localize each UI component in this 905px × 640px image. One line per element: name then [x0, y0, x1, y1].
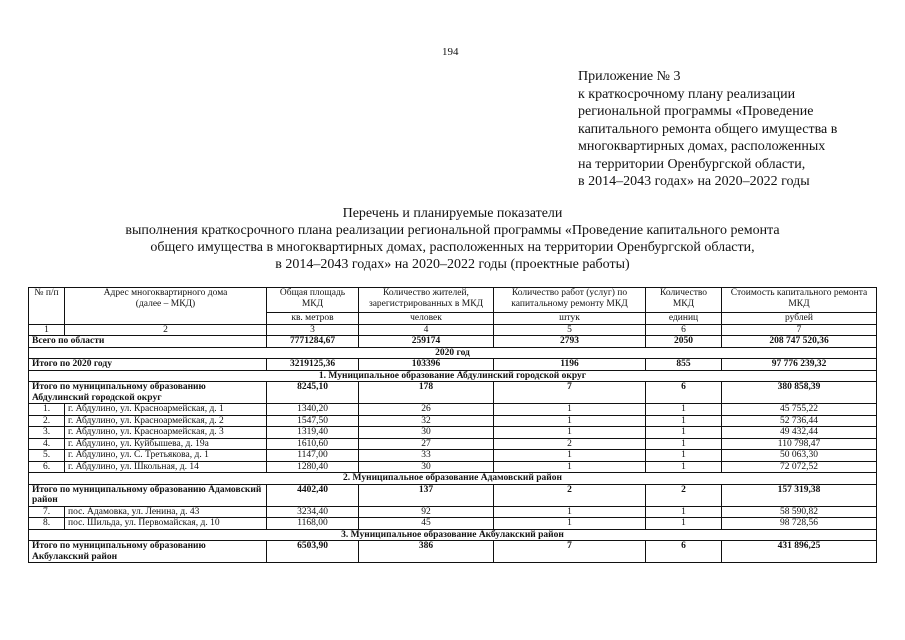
- section-title-row: [29, 529, 877, 541]
- appendix-line: Приложение № 3: [578, 69, 681, 84]
- address-cell: г. Абдулино, ул. Красноармейская, д. 1: [65, 404, 267, 416]
- total-label: Итого по муниципальному образованию Адамовский район: [29, 484, 267, 506]
- municipality-total-row: [29, 382, 877, 404]
- column-number: 4: [359, 324, 494, 336]
- area-value: 1147,00: [267, 450, 359, 462]
- works-value: 7: [494, 541, 646, 563]
- works-value: 1: [494, 506, 646, 518]
- residents-value: 137: [359, 484, 494, 506]
- area-value: 1168,00: [267, 518, 359, 530]
- cost-value: 98 728,56: [722, 518, 877, 530]
- header-cell-text: Общая площадь МКД: [279, 288, 346, 309]
- buildings-value: 1: [646, 461, 722, 473]
- address-cell: г. Абдулино, ул. Красноармейская, д. 3: [65, 427, 267, 439]
- works-value: 1: [494, 415, 646, 427]
- table-row: [29, 506, 877, 518]
- page-number: 194: [442, 46, 459, 58]
- residents-value: 26: [359, 404, 494, 416]
- area-value: 4402,40: [267, 484, 359, 506]
- address-cell: г. Абдулино, ул. Красноармейская, д. 2: [65, 415, 267, 427]
- region-total-row: [29, 336, 877, 348]
- area-value: 1319,40: [267, 427, 359, 439]
- cost-value: 72 072,52: [722, 461, 877, 473]
- appendix-line: к краткосрочному плану реализации: [578, 86, 796, 102]
- buildings-value: 1: [646, 450, 722, 462]
- table-row: [29, 427, 877, 439]
- section-title-row: [29, 370, 877, 382]
- residents-value: 386: [359, 541, 494, 563]
- column-number: 5: [494, 324, 646, 336]
- column-number: 1: [29, 324, 65, 336]
- address-cell: г. Абдулино, ул. Куйбышева, д. 19а: [65, 438, 267, 450]
- header-cell: Количество жителей, зарегистрированных в МКД: [359, 288, 494, 313]
- header-cell: № п/п: [29, 288, 65, 325]
- appendix-line: капитального ремонта общего имущества в: [578, 121, 838, 137]
- buildings-value: 855: [646, 359, 722, 371]
- header-cell: Стоимость капитального ремонта МКД: [722, 288, 877, 313]
- residents-value: 259174: [359, 336, 494, 348]
- works-value: 2: [494, 438, 646, 450]
- area-value: 1340,20: [267, 404, 359, 416]
- area-value: 3219125,36: [267, 359, 359, 371]
- works-value: 7: [494, 382, 646, 404]
- buildings-value: 1: [646, 438, 722, 450]
- area-value: 3234,40: [267, 506, 359, 518]
- row-number: 7.: [29, 506, 65, 518]
- cost-value: 50 063,30: [722, 450, 877, 462]
- residents-value: 45: [359, 518, 494, 530]
- area-value: 6503,90: [267, 541, 359, 563]
- column-number: 7: [722, 324, 877, 336]
- unit-cell: человек: [359, 313, 494, 325]
- cost-value: 45 755,22: [722, 404, 877, 416]
- appendix-block: [578, 68, 878, 191]
- table-row: [29, 450, 877, 462]
- title-line: Перечень и планируемые показатели: [342, 206, 563, 221]
- works-value: 2: [494, 484, 646, 506]
- title-line: общего имущества в многоквартирных домах, расположенных на территории Оренбургской области,: [150, 240, 755, 255]
- appendix-line: на территории Оренбургской области,: [578, 156, 806, 172]
- total-label: Итого по 2020 году: [29, 359, 267, 371]
- year-total-row: [29, 359, 877, 371]
- area-value: 1280,40: [267, 461, 359, 473]
- unit-cell: кв. метров: [267, 313, 359, 325]
- address-cell: пос. Адамовка, ул. Ленина, д. 43: [65, 506, 267, 518]
- header-cell-text: Количество МКД: [659, 288, 708, 309]
- column-number: 2: [65, 324, 267, 336]
- residents-value: 30: [359, 427, 494, 439]
- header-cell: Количество работ (услуг) по капитальному ремонту МКД: [494, 288, 646, 313]
- buildings-value: 6: [646, 541, 722, 563]
- buildings-value: 1: [646, 518, 722, 530]
- cost-value: 58 590,82: [722, 506, 877, 518]
- table-row: [29, 438, 877, 450]
- year-row: [29, 347, 877, 359]
- area-value: 7771284,67: [267, 336, 359, 348]
- cost-value: 97 776 239,32: [722, 359, 877, 371]
- table-column-numbers-row: [29, 324, 877, 336]
- column-number: 6: [646, 324, 722, 336]
- title-line: в 2014–2043 годах» на 2020–2022 годы (проектные работы): [275, 257, 630, 272]
- residents-value: 92: [359, 506, 494, 518]
- unit-cell: рублей: [722, 313, 877, 325]
- buildings-value: 1: [646, 506, 722, 518]
- row-number: 5.: [29, 450, 65, 462]
- residents-value: 27: [359, 438, 494, 450]
- works-value: 1: [494, 427, 646, 439]
- column-number: 3: [267, 324, 359, 336]
- unit-cell: штук: [494, 313, 646, 325]
- area-value: 1610,60: [267, 438, 359, 450]
- address-cell: пос. Шильда, ул. Первомайская, д. 10: [65, 518, 267, 530]
- cost-value: 208 747 520,36: [722, 336, 877, 348]
- total-label: Всего по области: [29, 336, 267, 348]
- table-row: [29, 404, 877, 416]
- row-number: 4.: [29, 438, 65, 450]
- row-number: 2.: [29, 415, 65, 427]
- buildings-value: 1: [646, 415, 722, 427]
- residents-value: 32: [359, 415, 494, 427]
- appendix-line: региональной программы «Проведение: [578, 104, 814, 119]
- header-cell: [65, 288, 267, 325]
- cost-value: 49 432,44: [722, 427, 877, 439]
- appendix-line: в 2014–2043 годах» на 2020–2022 годы: [578, 174, 810, 189]
- municipality-total-row: [29, 484, 877, 506]
- appendix-line: многоквартирных домах, расположенных: [578, 139, 826, 154]
- table-row: [29, 518, 877, 530]
- works-table: [28, 287, 877, 563]
- cost-value: 380 858,39: [722, 382, 877, 404]
- buildings-value: 1: [646, 427, 722, 439]
- total-label: Итого по муниципальному образованию Акбулакский район: [29, 541, 267, 563]
- title-line: выполнения краткосрочного плана реализации региональной программы «Проведение капитального ремонта: [125, 223, 780, 238]
- works-value: 1196: [494, 359, 646, 371]
- cost-value: 157 319,38: [722, 484, 877, 506]
- header-cell: [646, 288, 722, 313]
- section-title-row-label: 3. Муниципальное образование Акбулакский район: [29, 529, 877, 541]
- works-value: 2793: [494, 336, 646, 348]
- works-value: 1: [494, 450, 646, 462]
- buildings-value: 2050: [646, 336, 722, 348]
- residents-value: 30: [359, 461, 494, 473]
- row-number: 8.: [29, 518, 65, 530]
- row-number: 3.: [29, 427, 65, 439]
- section-title-row: [29, 473, 877, 485]
- header-cell: [267, 288, 359, 313]
- area-value: 1547,50: [267, 415, 359, 427]
- area-value: 8245,10: [267, 382, 359, 404]
- unit-cell: единиц: [646, 313, 722, 325]
- table-row: [29, 461, 877, 473]
- works-value: 1: [494, 404, 646, 416]
- document-title: [0, 205, 905, 273]
- header-cell-text: Адрес многоквартирного дома (далее – МКД): [103, 288, 228, 309]
- buildings-value: 6: [646, 382, 722, 404]
- address-cell: г. Абдулино, ул. Школьная, д. 14: [65, 461, 267, 473]
- row-number: 1.: [29, 404, 65, 416]
- section-title-row-label: 1. Муниципальное образование Абдулинский городской округ: [29, 370, 877, 382]
- row-number: 6.: [29, 461, 65, 473]
- cost-value: 110 798,47: [722, 438, 877, 450]
- residents-value: 33: [359, 450, 494, 462]
- residents-value: 178: [359, 382, 494, 404]
- buildings-value: 1: [646, 404, 722, 416]
- section-title-row-label: 2. Муниципальное образование Адамовский район: [29, 473, 877, 485]
- table-row: [29, 415, 877, 427]
- cost-value: 52 736,44: [722, 415, 877, 427]
- total-label: Итого по муниципальному образованию Абдулинский городской округ: [29, 382, 267, 404]
- address-cell: г. Абдулино, ул. С. Третьякова, д. 1: [65, 450, 267, 462]
- municipality-total-row: [29, 541, 877, 563]
- year-row-label: 2020 год: [29, 347, 877, 359]
- cost-value: 431 896,25: [722, 541, 877, 563]
- table-header-row: [29, 288, 877, 313]
- buildings-value: 2: [646, 484, 722, 506]
- works-value: 1: [494, 461, 646, 473]
- works-value: 1: [494, 518, 646, 530]
- residents-value: 103396: [359, 359, 494, 371]
